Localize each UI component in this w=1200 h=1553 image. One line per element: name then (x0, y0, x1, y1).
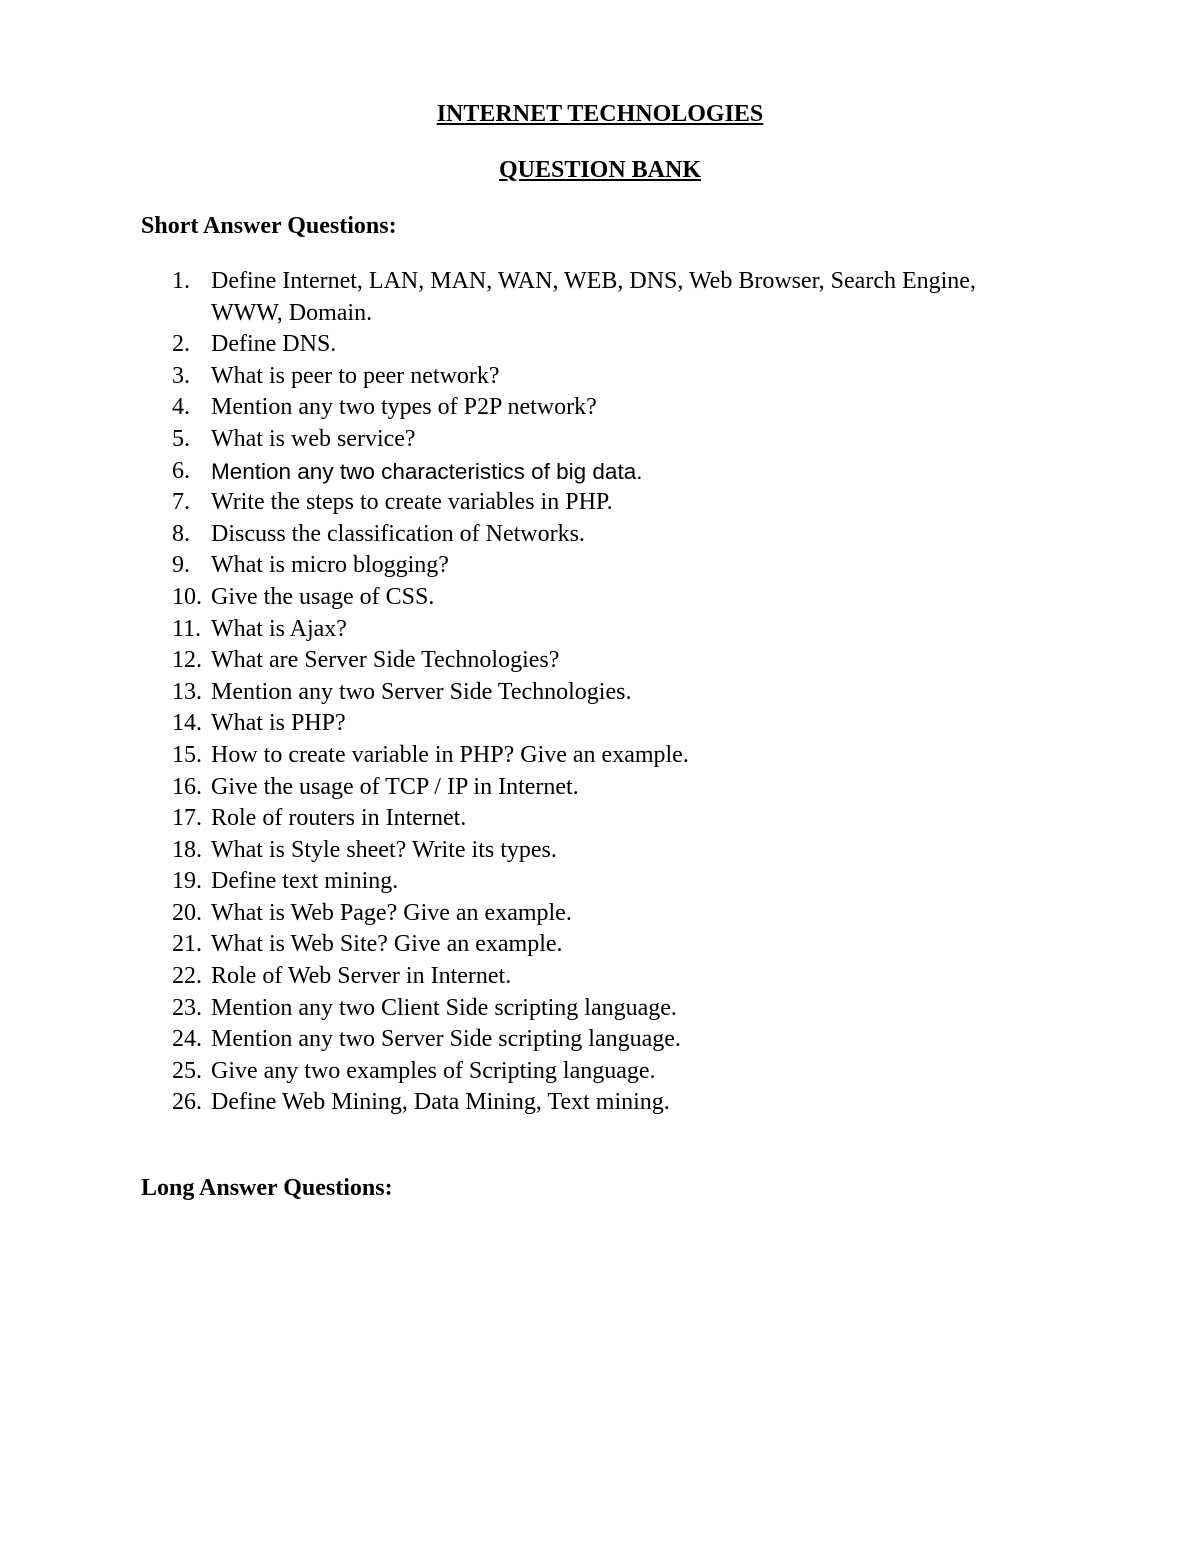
question-item (0, 456, 1011, 488)
question-item (0, 772, 1011, 804)
long-answer-heading: Long Answer Questions: (141, 1175, 393, 1201)
question-item (0, 361, 1011, 393)
question-item (0, 582, 1011, 614)
question-text: What is Web Site? Give an example. (211, 931, 563, 958)
question-text: Give the usage of TCP / IP in Internet. (211, 773, 579, 800)
question-number: 1. (172, 268, 190, 294)
question-text: What is Style sheet? Write its types. (211, 836, 557, 863)
question-text: What are Server Side Technologies? (211, 647, 560, 674)
question-item (0, 677, 1011, 709)
question-number: 19. (172, 868, 202, 895)
question-text: Define Web Mining, Data Mining, Text mining. (211, 1089, 670, 1116)
question-text: Give any two examples of Scripting language. (211, 1057, 656, 1084)
question-number: 17. (172, 805, 202, 832)
question-number: 20. (172, 899, 202, 926)
question-text: What is PHP? (211, 710, 346, 737)
question-text: Define text mining. (211, 868, 399, 895)
question-item (0, 266, 1011, 329)
question-number: 11. (172, 615, 202, 642)
question-text: Define DNS. (211, 331, 337, 358)
question-item (0, 392, 1011, 424)
question-item (0, 898, 1011, 930)
question-number: 25. (172, 1057, 202, 1084)
question-text: What is Web Page? Give an example. (211, 899, 572, 926)
question-number: 2. (172, 331, 190, 358)
question-item (0, 645, 1011, 677)
question-text: Mention any two Client Side scripting language. (211, 994, 677, 1021)
document-subtitle: QUESTION BANK (498, 157, 702, 183)
question-text: Role of routers in Internet. (211, 805, 467, 832)
question-item (0, 487, 1011, 519)
question-item (0, 424, 1011, 456)
question-number: 22. (172, 963, 202, 990)
question-text: What is web service? (211, 425, 416, 452)
question-text: Mention any two types of P2P network? (211, 394, 597, 421)
question-number: 23. (172, 994, 202, 1021)
question-text: Role of Web Server in Internet. (211, 963, 512, 990)
question-item (0, 835, 1011, 867)
question-number: 26. (172, 1089, 202, 1116)
question-item (0, 708, 1011, 740)
question-number: 3. (172, 362, 190, 389)
question-number: 4. (172, 394, 190, 421)
question-number: 6. (172, 457, 190, 484)
question-number: 8. (172, 520, 190, 547)
document-title: INTERNET TECHNOLOGIES (436, 101, 764, 127)
question-text: Mention any two Server Side Technologies. (211, 678, 632, 705)
question-item (0, 1024, 1011, 1056)
question-item (0, 961, 1011, 993)
question-item (0, 329, 1011, 361)
question-text: How to create variable in PHP? Give an example. (211, 741, 689, 768)
question-item (0, 866, 1011, 898)
question-number: 5. (172, 425, 190, 452)
question-number: 18. (172, 836, 202, 863)
question-text: Mention any two characteristics of big data. (211, 458, 643, 484)
question-text: Define Internet, LAN, MAN, WAN, WEB, DNS, Web Browser, Search Engine, WWW, Domain. (211, 268, 976, 326)
question-number: 10. (172, 583, 202, 610)
question-item (0, 929, 1011, 961)
question-text: What is peer to peer network? (211, 362, 500, 389)
question-text: Give the usage of CSS. (211, 583, 435, 610)
question-item (0, 614, 1011, 646)
question-number: 24. (172, 1026, 202, 1053)
question-text: Write the steps to create variables in PHP. (211, 489, 613, 516)
question-list (0, 266, 1200, 1119)
question-item (0, 803, 1011, 835)
question-text: What is micro blogging? (211, 552, 449, 579)
question-number: 16. (172, 773, 202, 800)
question-number: 21. (172, 931, 202, 958)
question-number: 14. (172, 710, 202, 737)
question-item (0, 740, 1011, 772)
question-text: Discuss the classification of Networks. (211, 520, 585, 547)
question-number: 13. (172, 678, 202, 705)
question-item (0, 550, 1011, 582)
question-item (0, 1087, 1011, 1119)
question-item (0, 993, 1011, 1025)
question-number: 9. (172, 552, 190, 579)
question-text: Mention any two Server Side scripting language. (211, 1026, 681, 1053)
question-item (0, 1056, 1011, 1088)
question-number: 15. (172, 741, 202, 768)
question-number: 12. (172, 647, 202, 674)
question-text: What is Ajax? (211, 615, 347, 642)
question-number: 7. (172, 489, 190, 516)
question-item (0, 519, 1011, 551)
short-answer-heading: Short Answer Questions: (141, 213, 397, 239)
